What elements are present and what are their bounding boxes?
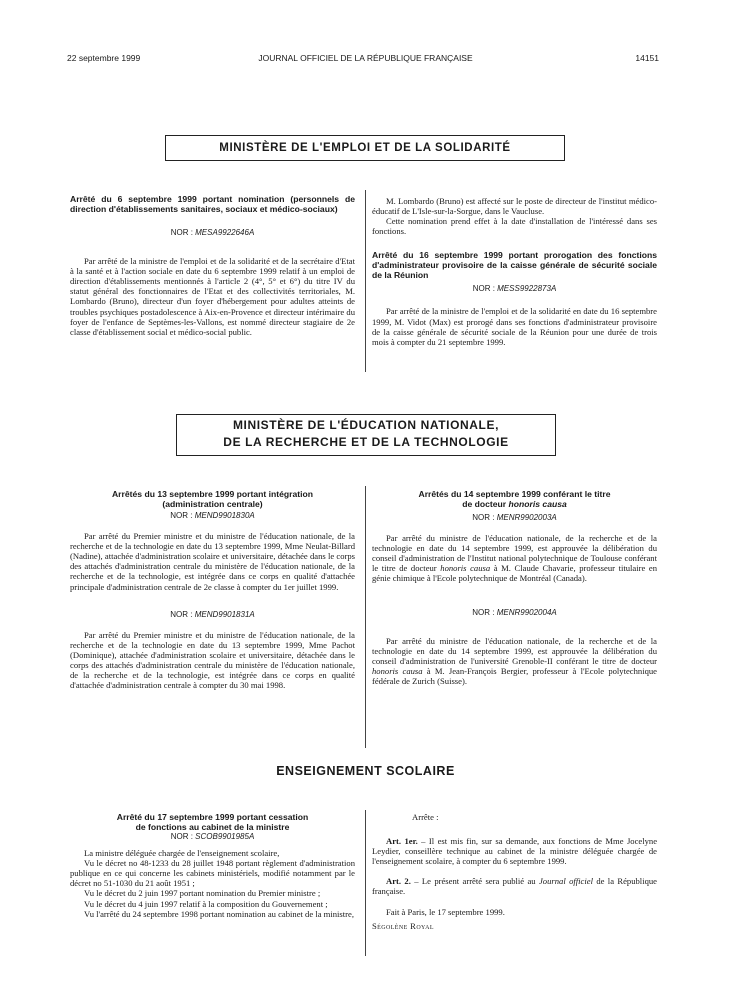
- ministry-emploi-title: MINISTÈRE DE L'EMPLOI ET DE LA SOLIDARITÉ: [219, 142, 511, 154]
- nor-label: NOR :: [170, 832, 196, 841]
- arrete-body: [372, 533, 657, 583]
- header-date: 22 septembre 1999: [67, 53, 141, 63]
- paragraph: Vu l'arrêté du 24 septembre 1998 portant nomination au cabinet de la ministre,: [84, 908, 354, 919]
- arrete-body: [372, 636, 657, 686]
- article-label: Art. 2.: [386, 876, 411, 887]
- nor-code: MEND9901830A: [194, 511, 255, 520]
- arrete-title: [70, 812, 355, 832]
- nor-reference: [70, 228, 355, 238]
- body-italic: honoris causa: [372, 665, 423, 676]
- article-label: Art. 1er.: [386, 836, 418, 847]
- education-right-column: [372, 489, 657, 686]
- column-separator: [365, 486, 366, 748]
- paragraph: M. Lombardo (Bruno) est affecté sur le poste de directeur de l'institut médico-éducatif de L'Isle-sur-la-Sorgue, dans le Vaucluse.: [372, 196, 657, 217]
- article-italic: Journal officiel: [538, 876, 593, 887]
- article-text: – Il est mis fin, sur sa demande, aux fonctions de Mme Jocelyne Leydier, conseillère technique au cabinet de la ministre déléguée chargée de l'enseignement scolaire, à compter du 6 septembre 1999.: [372, 836, 658, 867]
- arrete-body: Par arrêté du Premier ministre et du ministre de l'éducation nationale, de la recherche et de la technologie en date du 13 septembre 1999, Mme Pachot (Dominique), attachée d'administration scolaire et universitaire, détachée dans le corps des attachés d'administration centrale du ministère de l'éducation nationale, de la recherche et de la technologie, est intégrée dans ce corps en qualité d'attachée d'administration centrale à compter du 30 mai 1998.: [70, 629, 355, 691]
- emploi-left-column: [70, 194, 355, 337]
- paragraph: Vu le décret du 2 juin 1997 portant nomination du Premier ministre ;: [84, 888, 321, 899]
- enseignement-left-column: [70, 812, 355, 919]
- nor-reference: [372, 513, 657, 523]
- signature: Ségolène Royal: [372, 920, 434, 931]
- ministry-education-title-box: [176, 414, 556, 456]
- arrete-body: Par arrêté de la ministre de l'emploi et de la solidarité en date du 16 septembre 1999, M. Vidot (Max) est prorogé dans ses fonctions d'administrateur provisoire de la caisse générale de sécurité sociale de la Réunion pour une durée de trois mois à compter du 21 septembre 1999.: [372, 306, 657, 347]
- nor-label: NOR :: [170, 228, 196, 237]
- education-left-column: [70, 489, 355, 690]
- arrete-title: Arrêtés du 13 septembre 1999 portant intégration (administration centrale): [111, 489, 314, 509]
- arrete-title-line2: de fonctions au cabinet de la ministre: [135, 822, 290, 832]
- ministry-education-title-line1: MINISTÈRE DE L'ÉDUCATION NATIONALE,: [232, 418, 500, 432]
- ministry-emploi-title-box: [165, 135, 565, 161]
- article-text: – Le présent arrêté sera publié au: [410, 876, 539, 887]
- nor-reference: [372, 284, 657, 294]
- header-page-number: 14151: [635, 53, 659, 63]
- body-text: à M. Claude Chavarie, professeur titulaire en génie chimique à l'Ecole polytechnique de Montréal (Canada).: [372, 563, 657, 584]
- paragraph: La ministre déléguée chargée de l'enseignement scolaire,: [84, 848, 280, 859]
- article-text: de la République française.: [372, 876, 657, 897]
- arrete-title-line1: Arrêtés du 14 septembre 1999 conférant le titre: [418, 489, 611, 499]
- paragraph: Vu le décret no 48-1233 du 28 juillet 1948 portant règlement d'administration publique en ce qui concerne les cabinets ministériels, modifié notamment par le décret no 51-1030 du 21 août 1951 ;: [70, 858, 355, 889]
- nor-code: MENR9902004A: [496, 607, 557, 617]
- arrete-title-line2: de docteur: [462, 499, 509, 509]
- column-separator: [365, 810, 366, 956]
- column-separator: [365, 190, 366, 372]
- nor-reference: [70, 511, 355, 521]
- arrete-title-italic: honoris causa: [508, 499, 567, 509]
- fait-a-paris: Fait à Paris, le 17 septembre 1999.: [386, 906, 505, 917]
- arrete-title-line1: Arrêté du 17 septembre 1999 portant cessation: [116, 812, 309, 822]
- nor-code: MENR9902003A: [496, 513, 557, 522]
- enseignement-right-column: [372, 812, 657, 931]
- arrete-clause: Arrête :: [412, 812, 439, 822]
- article-1: [372, 836, 657, 866]
- nor-code: MEND9901831A: [194, 609, 255, 619]
- body-text: Par arrêté du ministre de l'éducation nationale, de la recherche et de la technologie en date du 14 septembre 1999, est approuvée la délibération du conseil d'administration de l'université Grenoble-II conférant le titre de docteur: [372, 635, 657, 666]
- article-2: [372, 876, 657, 896]
- nor-reference: [372, 608, 657, 618]
- nor-code: MESA9922646A: [195, 228, 255, 237]
- header-journal-title: JOURNAL OFFICIEL DE LA RÉPUBLIQUE FRANÇAISE: [258, 53, 473, 63]
- nor-reference: [70, 610, 355, 620]
- arrete-title: Arrêté du 16 septembre 1999 portant prorogation des fonctions d'administrateur provisoire de la caisse générale de sécurité sociale de la Réunion: [372, 250, 657, 281]
- paragraph: Cette nomination prend effet à la date d'installation de l'intéressé dans ses fonctions.: [372, 216, 657, 237]
- body-text: Par arrêté du ministre de l'éducation nationale, de la recherche et de la technologie en date du 14 septembre 1999, est approuvée la délibération du conseil d'administration de l'Institut national polytechnique de Toulouse conférant le titre de docteur: [372, 533, 657, 574]
- paragraph: Vu le décret du 4 juin 1997 relatif à la composition du Gouvernement ;: [84, 898, 328, 909]
- arrete-body: Par arrêté du Premier ministre et du ministre de l'éducation nationale, de la recherche et de la technologie en date du 13 septembre 1999, Mme Neulat-Billard (Nadine), attachée d'administration scolaire et universitaire, détachée dans le corps des attachés d'administration centrale du ministère de l'éducation nationale, de la recherche et de la technologie, est intégrée dans ce corps en qualité d'attachée principale d'administration centrale de 2e classe à compter du 1er juillet 1999.: [70, 531, 355, 592]
- arrete-title: [372, 489, 657, 509]
- arrete-title: Arrêté du 6 septembre 1999 portant nomination (personnels de direction d'établissements sanitaires, sociaux et médico-sociaux): [70, 194, 355, 214]
- section-title-enseignement: ENSEIGNEMENT SCOLAIRE: [276, 764, 455, 778]
- arrete-body: Par arrêté de la ministre de l'emploi et de la solidarité et de la secrétaire d'Etat à la santé et à l'action sociale en date du 6 septembre 1999 relatif à un emploi de direction d'établissements mentionnés à l'article 2 (4°, 5° et 6°) du titre IV du statut général des fonctionnaires de l'Etat et des collectivités territoriales, M. Lombardo (Bruno), directeur d'un foyer d'hébergement pour adultes atteints de troubles psychiques postadolescence à Aix-en-Provence et directeur intérimaire du foyer de l'enfance de Septèmes-les-Vallons, est nommé directeur stagiaire de 2e classe d'établissement social et médico-social public.: [70, 256, 355, 337]
- body-italic: honoris causa: [440, 563, 491, 574]
- nor-label: NOR :: [472, 513, 497, 522]
- nor-label: NOR :: [170, 511, 195, 520]
- emploi-right-column: [372, 196, 657, 347]
- body-text: à M. Jean-François Bergier, professeur à l'Ecole polytechnique fédérale de Zurich (Suisse).: [372, 665, 657, 687]
- nor-code: SCOB9901985A: [195, 832, 255, 841]
- nor-label: NOR :: [170, 609, 195, 619]
- nor-code: MESS9922873A: [497, 284, 557, 294]
- nor-label: NOR :: [472, 607, 497, 617]
- nor-label: NOR :: [472, 284, 498, 294]
- ministry-education-title-line2: DE LA RECHERCHE ET DE LA TECHNOLOGIE: [223, 435, 509, 449]
- nor-reference: [70, 832, 355, 842]
